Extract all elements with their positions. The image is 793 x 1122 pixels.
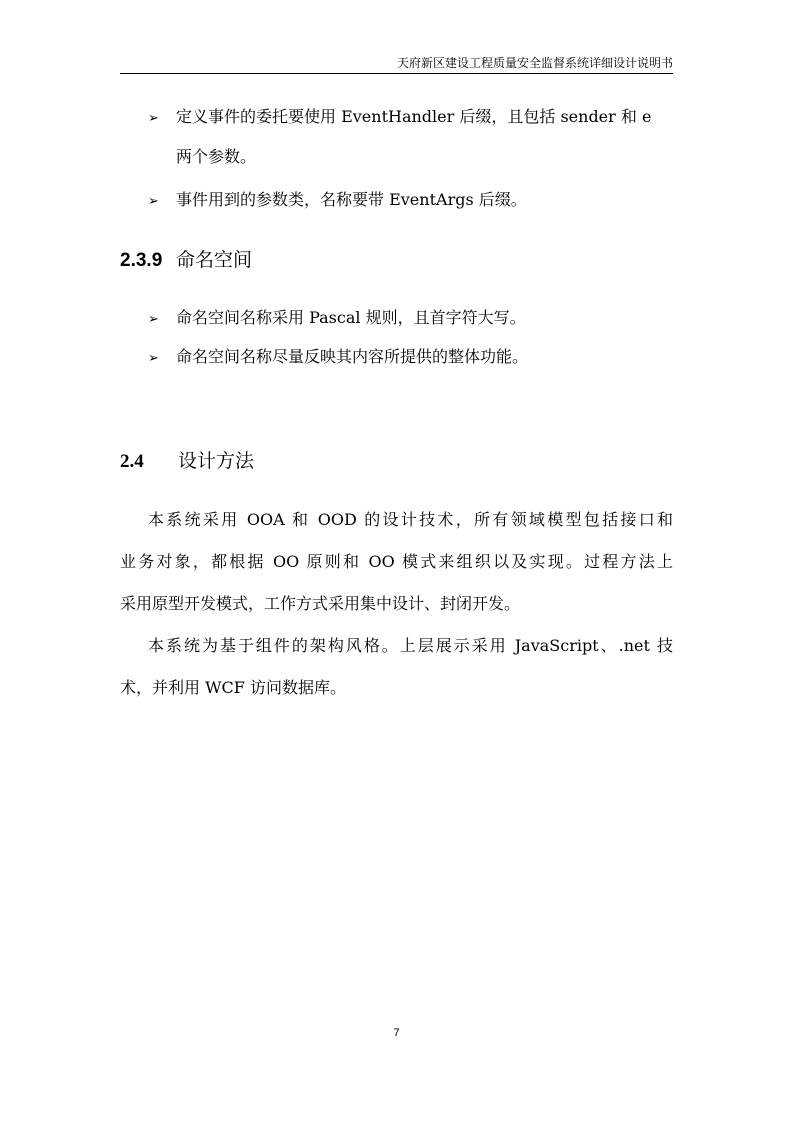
bullet-item bbox=[148, 345, 528, 371]
bullet-arrow-icon: ➢ bbox=[148, 194, 159, 209]
section-title: 设计方法 bbox=[178, 450, 255, 472]
bullet-continuation: 两个参数。 bbox=[176, 147, 257, 166]
section-heading-2-4 bbox=[120, 448, 254, 475]
paragraph-line: 本系统为基于组件的架构风格。上层展示采用 JavaScript、.net 技 bbox=[148, 636, 673, 655]
section-number: 2.4 bbox=[120, 451, 144, 472]
bullet-text: 命名空间名称采用 Pascal 规则，且首字符大写。 bbox=[176, 308, 526, 327]
bullet-item bbox=[148, 306, 526, 332]
paragraph-line: 采用原型开发模式，工作方式采用集中设计、封闭开发。 bbox=[120, 594, 521, 613]
bullet-item bbox=[148, 188, 527, 214]
running-header: 天府新区建设工程质量安全监督系统详细设计说明书 bbox=[396, 56, 673, 70]
header-rule bbox=[120, 73, 673, 74]
page-number: 7 bbox=[393, 1027, 400, 1039]
bullet-text: 定义事件的委托要使用 EventHandler 后缀，且包括 sender 和 e bbox=[176, 107, 652, 126]
bullet-text: 命名空间名称尽量反映其内容所提供的整体功能。 bbox=[176, 347, 529, 366]
paragraph-line: 本系统采用 OOA 和 OOD 的设计技术，所有领域模型包括接口和 bbox=[148, 510, 673, 529]
section-number: 2.3.9 bbox=[120, 250, 163, 271]
bullet-arrow-icon: ➢ bbox=[148, 312, 159, 327]
bullet-arrow-icon: ➢ bbox=[148, 351, 159, 366]
bullet-item bbox=[148, 105, 651, 131]
section-heading-2-3-9 bbox=[120, 247, 252, 274]
section-title: 命名空间 bbox=[176, 249, 253, 271]
bullet-arrow-icon: ➢ bbox=[148, 111, 159, 126]
paragraph-line: 术，并利用 WCF 访问数据库。 bbox=[120, 678, 346, 697]
bullet-text: 事件用到的参数类，名称要带 EventArgs 后缀。 bbox=[176, 190, 527, 209]
paragraph-line: 业务对象，都根据 OO 原则和 OO 模式来组织以及实现。过程方法上 bbox=[120, 552, 673, 571]
